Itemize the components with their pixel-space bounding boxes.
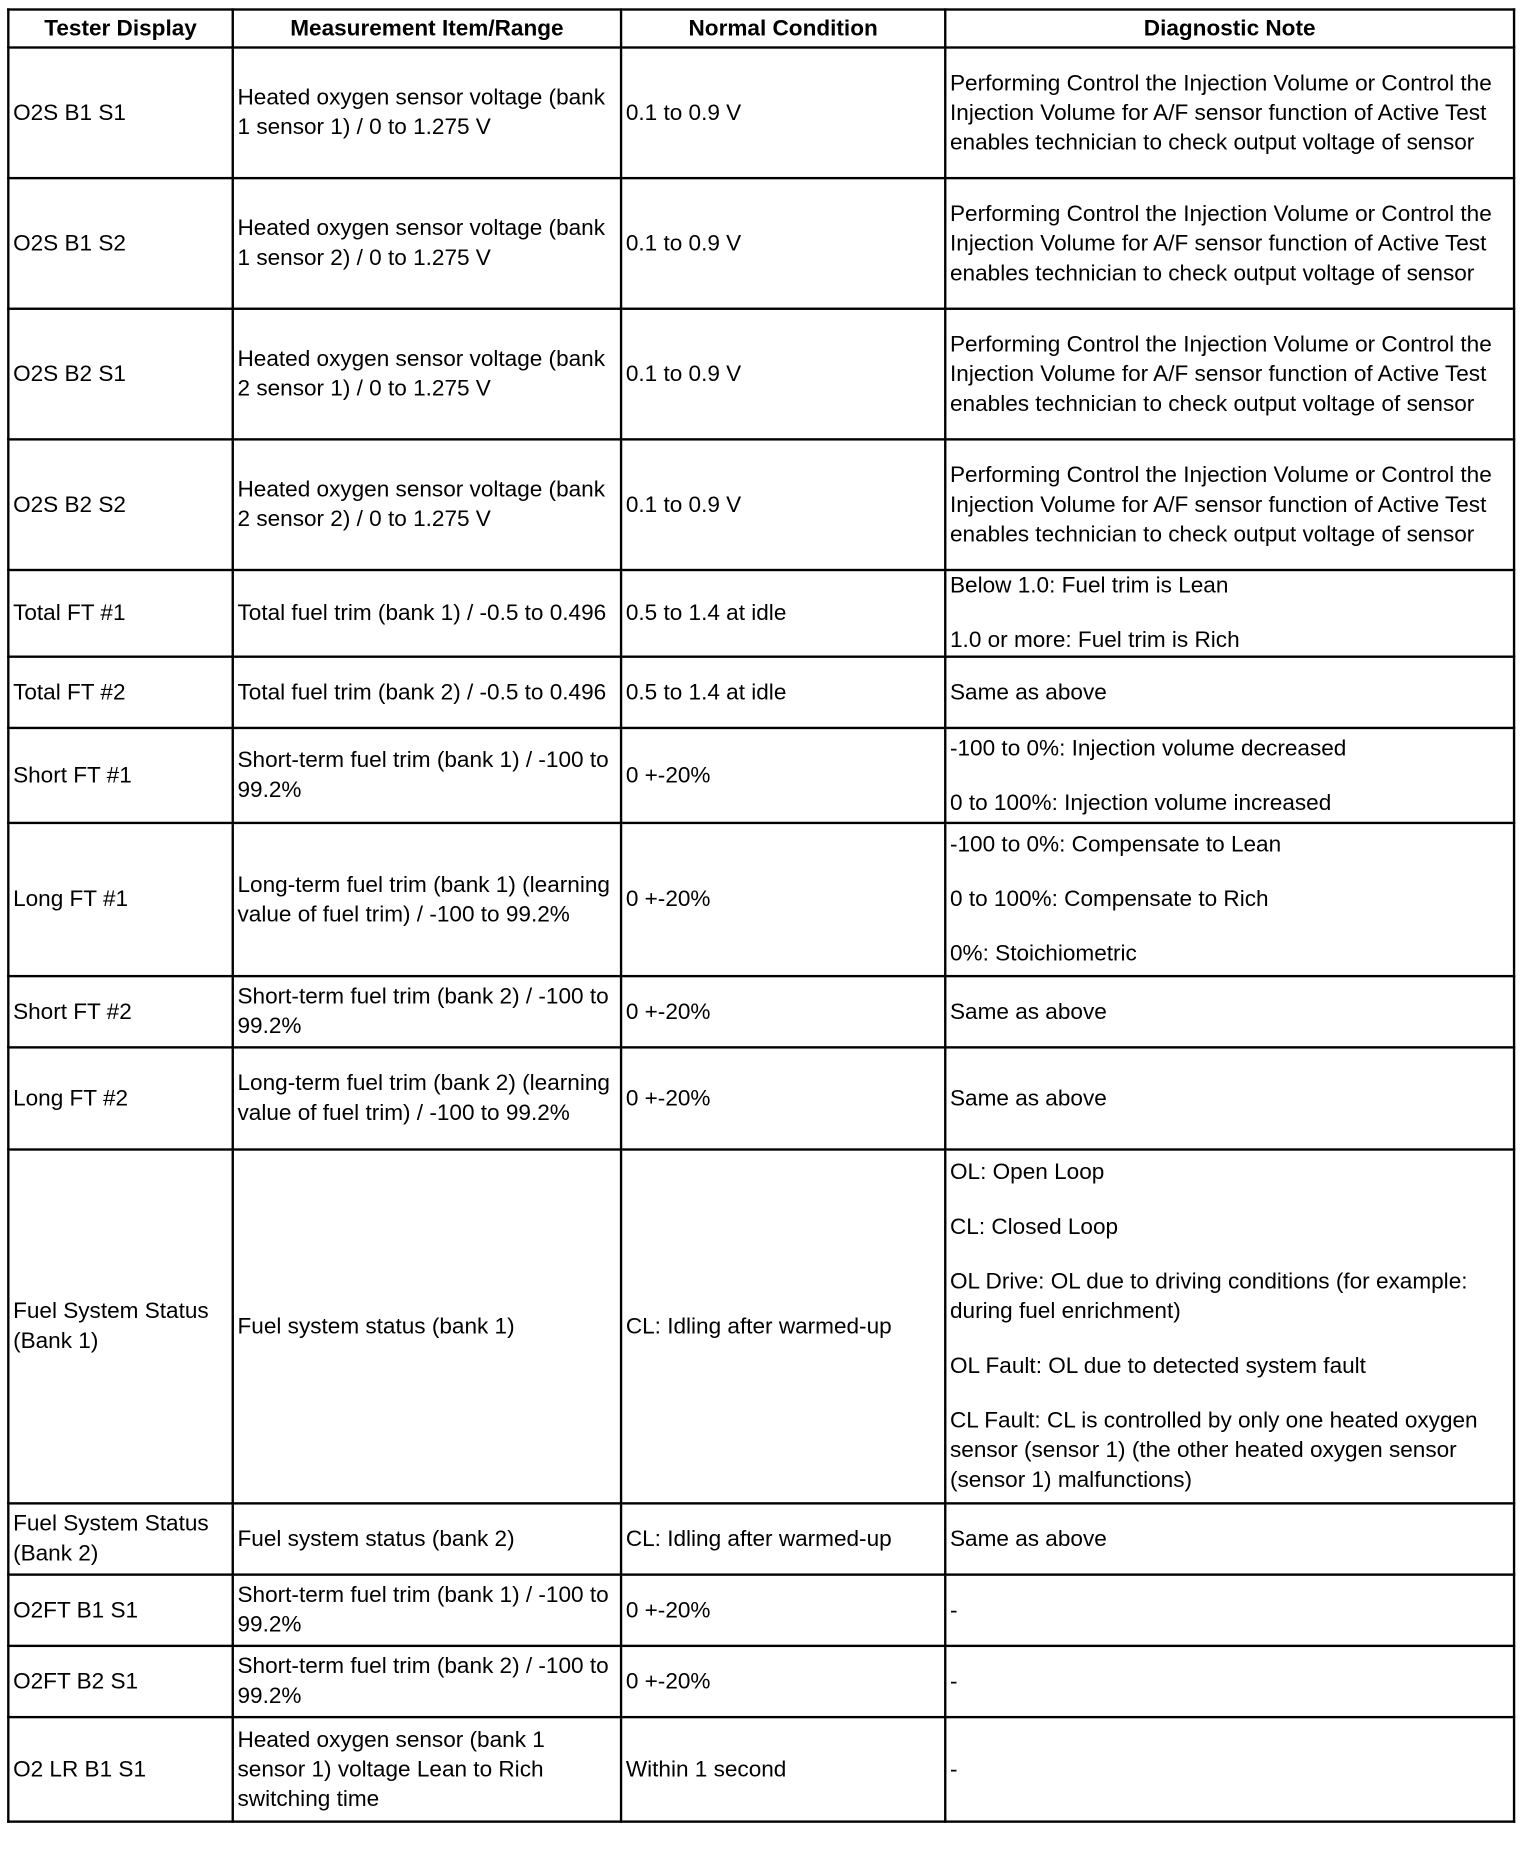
normal-condition-cell: 0 +-20%	[621, 823, 945, 976]
tester-display-cell: Total FT #1	[8, 570, 232, 657]
table-row	[8, 309, 1514, 440]
diagnostic-note-cell	[945, 657, 1514, 728]
table-row	[8, 48, 1514, 179]
table-row	[8, 823, 1514, 976]
measurement-item-cell: Short-term fuel trim (bank 1) / -100 to 99.2%	[233, 1575, 621, 1646]
diagnostic-note-line: Performing Control the Injection Volume or Control the Injection Volume for A/F sensor function of Active Test enables technician to check output voltage of sensor	[950, 201, 1492, 286]
normal-condition-cell: CL: Idling after warmed-up	[621, 1503, 945, 1574]
measurement-item-cell: Fuel system status (bank 2)	[233, 1503, 621, 1574]
diagnostic-note-cell	[945, 1047, 1514, 1149]
table-row	[8, 728, 1514, 823]
measurement-item-cell: Heated oxygen sensor voltage (bank 1 sensor 2) / 0 to 1.275 V	[233, 178, 621, 309]
diagnostic-note-line: 0 to 100%: Injection volume increased	[950, 790, 1332, 816]
table-body	[8, 48, 1514, 1822]
diagnostic-note-cell	[945, 1646, 1514, 1717]
diagnostic-note-line: -100 to 0%: Compensate to Lean	[950, 832, 1282, 858]
diagnostic-note-line: Performing Control the Injection Volume or Control the Injection Volume for A/F sensor function of Active Test enables technician to check output voltage of sensor	[950, 331, 1492, 417]
normal-condition-cell: 0 +-20%	[621, 728, 945, 823]
diagnostic-note-line: Same as above	[950, 1526, 1107, 1552]
tester-display-cell: Long FT #1	[8, 823, 232, 976]
measurement-item-cell: Fuel system status (bank 1)	[233, 1150, 621, 1504]
normal-condition-cell: 0.1 to 0.9 V	[621, 309, 945, 440]
normal-condition-cell: 0 +-20%	[621, 1047, 945, 1149]
measurement-item-cell: Heated oxygen sensor voltage (bank 1 sensor 1) / 0 to 1.275 V	[233, 48, 621, 179]
tester-display-cell: O2S B2 S1	[8, 309, 232, 440]
normal-condition-cell: 0 +-20%	[621, 1575, 945, 1646]
measurement-item-cell: Total fuel trim (bank 2) / -0.5 to 0.496	[233, 657, 621, 728]
diagnostic-note-line: CL Fault: CL is controlled by only one heated oxygen sensor (sensor 1) (the other heated oxygen sensor (sensor 1) malfunctions)	[950, 1408, 1478, 1493]
diagnostic-note-cell	[945, 1717, 1514, 1822]
diagnostic-note-cell	[945, 1150, 1514, 1504]
table-row	[8, 1646, 1514, 1717]
tester-display-cell: Long FT #2	[8, 1047, 232, 1149]
diagnostic-note-line: 1.0 or more: Fuel trim is Rich	[950, 628, 1240, 654]
table-row	[8, 570, 1514, 657]
tester-display-cell: Fuel System Status (Bank 1)	[8, 1150, 232, 1504]
header-tester-display: Tester Display	[8, 10, 232, 48]
diagnostic-note-line: OL Fault: OL due to detected system fault	[950, 1353, 1366, 1379]
diagnostic-note-line: OL Drive: OL due to driving conditions (for example: during fuel enrichment)	[950, 1269, 1468, 1325]
table-row	[8, 1575, 1514, 1646]
diagnostic-note-cell	[945, 309, 1514, 440]
diagnostic-note-cell	[945, 728, 1514, 823]
tester-display-cell: O2S B1 S1	[8, 48, 232, 179]
diagnostic-note-line: 0%: Stoichiometric	[950, 941, 1137, 967]
tester-display-cell: O2FT B2 S1	[8, 1646, 232, 1717]
normal-condition-cell: 0.1 to 0.9 V	[621, 48, 945, 179]
diagnostic-note-line: -	[950, 1756, 958, 1782]
table-row	[8, 1717, 1514, 1822]
diagnostic-note-line: Same as above	[950, 999, 1107, 1025]
table-row	[8, 178, 1514, 309]
diagnostic-note-line: Below 1.0: Fuel trim is Lean	[950, 573, 1229, 599]
header-diagnostic-note: Diagnostic Note	[945, 10, 1514, 48]
table-row	[8, 1047, 1514, 1149]
diagnostic-note-cell	[945, 1503, 1514, 1574]
table-row	[8, 976, 1514, 1047]
diagnostic-note-cell	[945, 48, 1514, 179]
diagnostic-note-cell	[945, 178, 1514, 309]
tester-display-cell: O2S B2 S2	[8, 439, 232, 570]
measurement-item-cell: Short-term fuel trim (bank 2) / -100 to 99.2%	[233, 976, 621, 1047]
diagnostic-note-cell	[945, 1575, 1514, 1646]
diagnostic-note-line: OL: Open Loop	[950, 1160, 1105, 1186]
measurement-item-cell: Long-term fuel trim (bank 1) (learning value of fuel trim) / -100 to 99.2%	[233, 823, 621, 976]
normal-condition-cell: 0 +-20%	[621, 1646, 945, 1717]
tester-display-cell: O2 LR B1 S1	[8, 1717, 232, 1822]
measurement-item-cell: Heated oxygen sensor voltage (bank 2 sensor 2) / 0 to 1.275 V	[233, 439, 621, 570]
measurement-item-cell: Heated oxygen sensor voltage (bank 2 sensor 1) / 0 to 1.275 V	[233, 309, 621, 440]
measurement-item-cell: Total fuel trim (bank 1) / -0.5 to 0.496	[233, 570, 621, 657]
diagnostic-note-line: -	[950, 1669, 958, 1694]
normal-condition-cell: 0.1 to 0.9 V	[621, 178, 945, 309]
tester-display-cell: Short FT #2	[8, 976, 232, 1047]
diagnostic-note-line: -100 to 0%: Injection volume decreased	[950, 735, 1347, 761]
normal-condition-cell: 0 +-20%	[621, 976, 945, 1047]
normal-condition-cell: CL: Idling after warmed-up	[621, 1150, 945, 1504]
tester-display-cell: O2S B1 S2	[8, 178, 232, 309]
diagnostic-note-line: 0 to 100%: Compensate to Rich	[950, 887, 1269, 912]
diagnostic-note-cell	[945, 976, 1514, 1047]
diagnostic-note-line: -	[950, 1597, 958, 1623]
diagnostic-note-line: Performing Control the Injection Volume or Control the Injection Volume for A/F sensor function of Active Test enables technician to check output voltage of sensor	[950, 70, 1492, 155]
diagnostic-note-line: CL: Closed Loop	[950, 1214, 1119, 1240]
diagnostic-note-line: Same as above	[950, 679, 1107, 705]
normal-condition-cell: 0.5 to 1.4 at idle	[621, 570, 945, 657]
table-row	[8, 439, 1514, 570]
diagnostic-note-cell	[945, 823, 1514, 976]
tester-display-cell: Short FT #1	[8, 728, 232, 823]
data-list-table	[7, 8, 1515, 1823]
normal-condition-cell: Within 1 second	[621, 1717, 945, 1822]
table-row	[8, 1503, 1514, 1574]
diagnostic-note-cell	[945, 439, 1514, 570]
tester-display-cell: Fuel System Status (Bank 2)	[8, 1503, 232, 1574]
measurement-item-cell: Long-term fuel trim (bank 2) (learning value of fuel trim) / -100 to 99.2%	[233, 1047, 621, 1149]
table-row	[8, 657, 1514, 728]
normal-condition-cell: 0.1 to 0.9 V	[621, 439, 945, 570]
diagnostic-note-line: Performing Control the Injection Volume or Control the Injection Volume for A/F sensor function of Active Test enables technician to check output voltage of sensor	[950, 462, 1492, 547]
measurement-item-cell: Short-term fuel trim (bank 2) / -100 to 99.2%	[233, 1646, 621, 1717]
table-row	[8, 1150, 1514, 1504]
tester-display-cell: Total FT #2	[8, 657, 232, 728]
header-row	[8, 10, 1514, 48]
header-measurement-item: Measurement Item/Range	[233, 10, 621, 48]
tester-display-cell: O2FT B1 S1	[8, 1575, 232, 1646]
measurement-item-cell: Heated oxygen sensor (bank 1 sensor 1) voltage Lean to Rich switching time	[233, 1717, 621, 1822]
diagnostic-note-line: Same as above	[950, 1085, 1107, 1111]
header-normal-condition: Normal Condition	[621, 10, 945, 48]
diagnostic-note-cell	[945, 570, 1514, 657]
measurement-item-cell: Short-term fuel trim (bank 1) / -100 to 99.2%	[233, 728, 621, 823]
normal-condition-cell: 0.5 to 1.4 at idle	[621, 657, 945, 728]
